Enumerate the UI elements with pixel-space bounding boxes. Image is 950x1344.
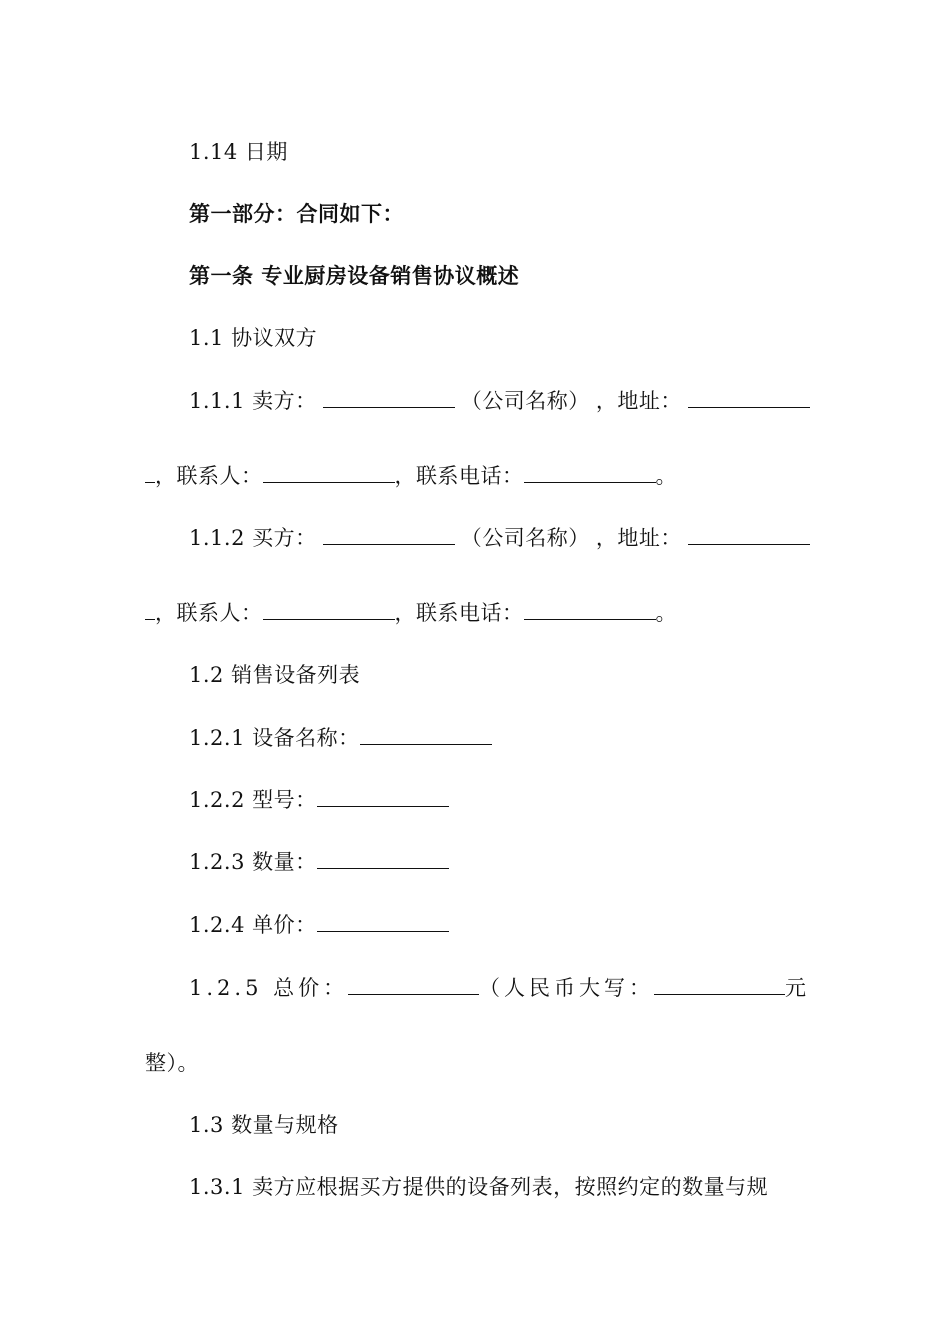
zheng-close: 整）。 [145,1051,199,1075]
unit-price-blank[interactable] [317,911,449,932]
item-1-14-text: 1.14 日期 [189,140,288,164]
buyer-address-blank-cont[interactable] [145,599,155,620]
item-1-2-5-cont [145,1049,810,1077]
section-1-2 [189,661,810,689]
item-1-2-4 [189,911,810,939]
part-one-heading [189,200,810,228]
seller-address-label: ，地址： [595,389,682,413]
part-one-heading-text: 第一部分：合同如下： [189,202,404,226]
buyer-company-hint: （公司名称） [460,526,590,550]
item-1-2-1 [189,724,810,752]
buyer-address-label: ，地址： [595,526,682,550]
seller-company-hint: （公司名称） [460,389,590,413]
seller-line-1 [189,387,810,415]
total-price-blank[interactable] [348,974,479,995]
article-one-heading [189,262,810,290]
model-blank[interactable] [317,786,449,807]
section-1-2-text: 1.2 销售设备列表 [189,663,361,687]
buyer-line-1 [189,524,810,552]
quantity-blank[interactable] [317,848,449,869]
yuan-unit: 元 [784,976,810,1000]
item-1-2-2 [189,786,810,814]
seller-phone-blank[interactable] [524,462,656,483]
seller-contact-label: ，联系人： [155,464,263,488]
buyer-phone-blank[interactable] [524,599,656,620]
item-1-2-3 [189,848,810,876]
section-1-3-text: 1.3 数量与规格 [189,1113,339,1137]
model-label: 1.2.2 型号： [189,788,317,812]
item-1-3-1-text: 1.3.1 卖方应根据买方提供的设备列表，按照约定的数量与规 [189,1175,769,1199]
quantity-label: 1.2.3 数量： [189,850,317,874]
item-1-14 [189,138,810,166]
item-1-2-5 [189,974,810,1002]
seller-phone-label: ，联系电话： [394,464,524,488]
item-1-3-1 [189,1173,810,1201]
unit-price-label: 1.2.4 单价： [189,913,317,937]
seller-label: 1.1.1 卖方： [189,389,317,413]
equipment-name-label: 1.2.1 设备名称： [189,726,360,750]
rmb-upper-label: （人民币大写： [479,976,655,1000]
seller-period: 。 [655,464,677,488]
buyer-label: 1.1.2 买方： [189,526,317,550]
buyer-contact-blank[interactable] [263,599,395,620]
buyer-address-blank[interactable] [688,524,810,545]
rmb-upper-blank[interactable] [654,974,785,995]
section-1-3 [189,1111,810,1139]
seller-address-blank-cont[interactable] [145,462,155,483]
buyer-phone-label: ，联系电话： [394,601,524,625]
article-one-heading-text: 第一条 专业厨房设备销售协议概述 [189,264,520,288]
seller-line-2 [145,462,810,490]
equipment-name-blank[interactable] [360,724,492,745]
buyer-line-2 [145,599,810,627]
section-1-1-text: 1.1 协议双方 [189,326,318,350]
total-price-label: 1.2.5 总价： [189,976,349,1000]
buyer-period: 。 [655,601,677,625]
buyer-name-blank[interactable] [323,524,455,545]
seller-contact-blank[interactable] [263,462,395,483]
section-1-1 [189,324,810,352]
seller-name-blank[interactable] [323,387,455,408]
seller-address-blank[interactable] [688,387,810,408]
buyer-contact-label: ，联系人： [155,601,263,625]
